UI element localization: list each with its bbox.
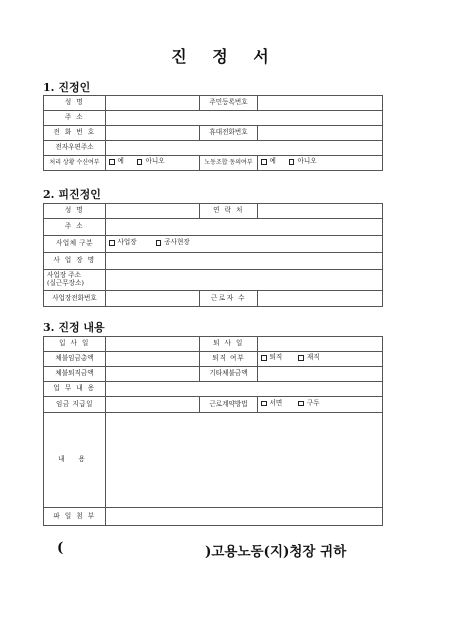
business-phone-label: 사업장전화번호 (44, 291, 106, 307)
table-row (44, 219, 383, 236)
respondent-address-field[interactable] (106, 219, 383, 236)
mobile-field[interactable] (258, 126, 383, 141)
contract-method-options (258, 397, 383, 413)
sms-no-checkbox[interactable]: 아니오 (137, 158, 165, 166)
complainant-table (43, 95, 383, 171)
table-row (44, 204, 383, 219)
other-unpaid-field[interactable] (258, 367, 383, 382)
name-label: 성 명 (44, 96, 106, 111)
checkbox-icon (137, 159, 143, 165)
checkbox-icon (298, 401, 304, 407)
table-row (44, 413, 383, 508)
checkbox-icon (109, 159, 115, 165)
table-row (44, 126, 383, 141)
worker-count-field[interactable] (258, 291, 383, 307)
table-row (44, 96, 383, 111)
section-2-heading: 2. 피진정인 (43, 188, 101, 201)
rrn-label: 주민등록번호 (200, 96, 258, 111)
unpaid-total-field[interactable] (106, 352, 200, 367)
rrn-field[interactable] (258, 96, 383, 111)
labor-union-label: 노동조합 동의여부 (200, 156, 258, 171)
business-type-options (106, 236, 383, 253)
unpaid-severance-field[interactable] (106, 367, 200, 382)
checkbox-icon (261, 401, 267, 407)
checkbox-icon (289, 159, 295, 165)
checkbox-icon (298, 355, 304, 361)
hire-date-field[interactable] (106, 337, 200, 352)
respondent-name-label: 성 명 (44, 204, 106, 219)
worker-count-label: 근로자 수 (200, 291, 258, 307)
employment-status-label: 퇴직 여부 (200, 352, 258, 367)
respondent-name-field[interactable] (106, 204, 200, 219)
table-row (44, 236, 383, 253)
address-label: 주 소 (44, 111, 106, 126)
unpaid-severance-label: 체불퇴직금액 (44, 367, 106, 382)
business-name-field[interactable] (106, 253, 383, 270)
section-1-heading: 1. 진정인 (43, 81, 91, 94)
table-row (44, 111, 383, 126)
unpaid-total-label: 체불임금총액 (44, 352, 106, 367)
result-sms-options (106, 156, 200, 171)
table-row (44, 382, 383, 397)
business-address-field[interactable] (106, 270, 383, 291)
business-address-label: 사업장 주소 (실근무장소) (44, 270, 106, 291)
contact-field[interactable] (258, 204, 383, 219)
labor-union-options (258, 156, 383, 171)
leave-date-label: 퇴 사 일 (200, 337, 258, 352)
phone-field[interactable] (106, 126, 200, 141)
email-label: 전자우편주소 (44, 141, 106, 156)
business-name-label: 사 업 장 명 (44, 253, 106, 270)
employed-checkbox[interactable]: 재직 (298, 354, 319, 362)
business-type-label: 사업체 구분 (44, 236, 106, 253)
hire-date-label: 입 사 일 (44, 337, 106, 352)
contract-method-label: 근로계약방법 (200, 397, 258, 413)
respondent-table (43, 203, 383, 307)
union-no-checkbox[interactable]: 아니오 (289, 158, 317, 166)
mobile-label: 휴대전화번호 (200, 126, 258, 141)
email-field[interactable] (106, 141, 383, 156)
pay-day-field[interactable] (106, 397, 200, 413)
respondent-address-label: 주 소 (44, 219, 106, 236)
content-field[interactable] (106, 413, 383, 508)
table-row (44, 253, 383, 270)
checkbox-icon (261, 159, 267, 165)
job-description-field[interactable] (106, 382, 383, 397)
complaint-content-table (43, 336, 383, 526)
table-row (44, 270, 383, 291)
table-row (44, 397, 383, 413)
other-unpaid-label: 기타체불금액 (200, 367, 258, 382)
table-row (44, 291, 383, 307)
sms-yes-checkbox[interactable]: 예 (109, 158, 124, 166)
table-row (44, 337, 383, 352)
office-name-open-paren: ( (57, 540, 64, 556)
result-sms-label: 처리 상황 수신여부 (44, 156, 106, 171)
phone-label: 전 화 번 호 (44, 126, 106, 141)
written-checkbox[interactable]: 서면 (261, 400, 282, 408)
addressee-text: )고용노동(지)청장 귀하 (205, 544, 347, 560)
pay-day-label: 임금 지급일 (44, 397, 106, 413)
employment-status-options (258, 352, 383, 367)
leave-date-field[interactable] (258, 337, 383, 352)
checkbox-icon (109, 240, 115, 246)
table-row (44, 156, 383, 171)
attachment-field[interactable] (106, 508, 383, 526)
document-title: 진 정 서 (171, 47, 279, 66)
workplace-checkbox[interactable]: 사업장 (109, 239, 137, 247)
checkbox-icon (156, 240, 162, 246)
table-row (44, 141, 383, 156)
checkbox-icon (261, 355, 267, 361)
content-label: 내 용 (44, 413, 106, 508)
business-phone-field[interactable] (106, 291, 200, 307)
table-row (44, 367, 383, 382)
job-description-label: 업 무 내 용 (44, 382, 106, 397)
section-3-heading: 3. 진정 내용 (43, 321, 105, 334)
table-row (44, 352, 383, 367)
retired-checkbox[interactable]: 퇴직 (261, 354, 282, 362)
construction-site-checkbox[interactable]: 공사현장 (156, 239, 190, 247)
table-row (44, 508, 383, 526)
verbal-checkbox[interactable]: 구두 (298, 400, 319, 408)
union-yes-checkbox[interactable]: 예 (261, 158, 276, 166)
attachment-label: 파 일 첨 부 (44, 508, 106, 526)
address-field[interactable] (106, 111, 383, 126)
contact-label: 연 락 처 (200, 204, 258, 219)
name-field[interactable] (106, 96, 200, 111)
